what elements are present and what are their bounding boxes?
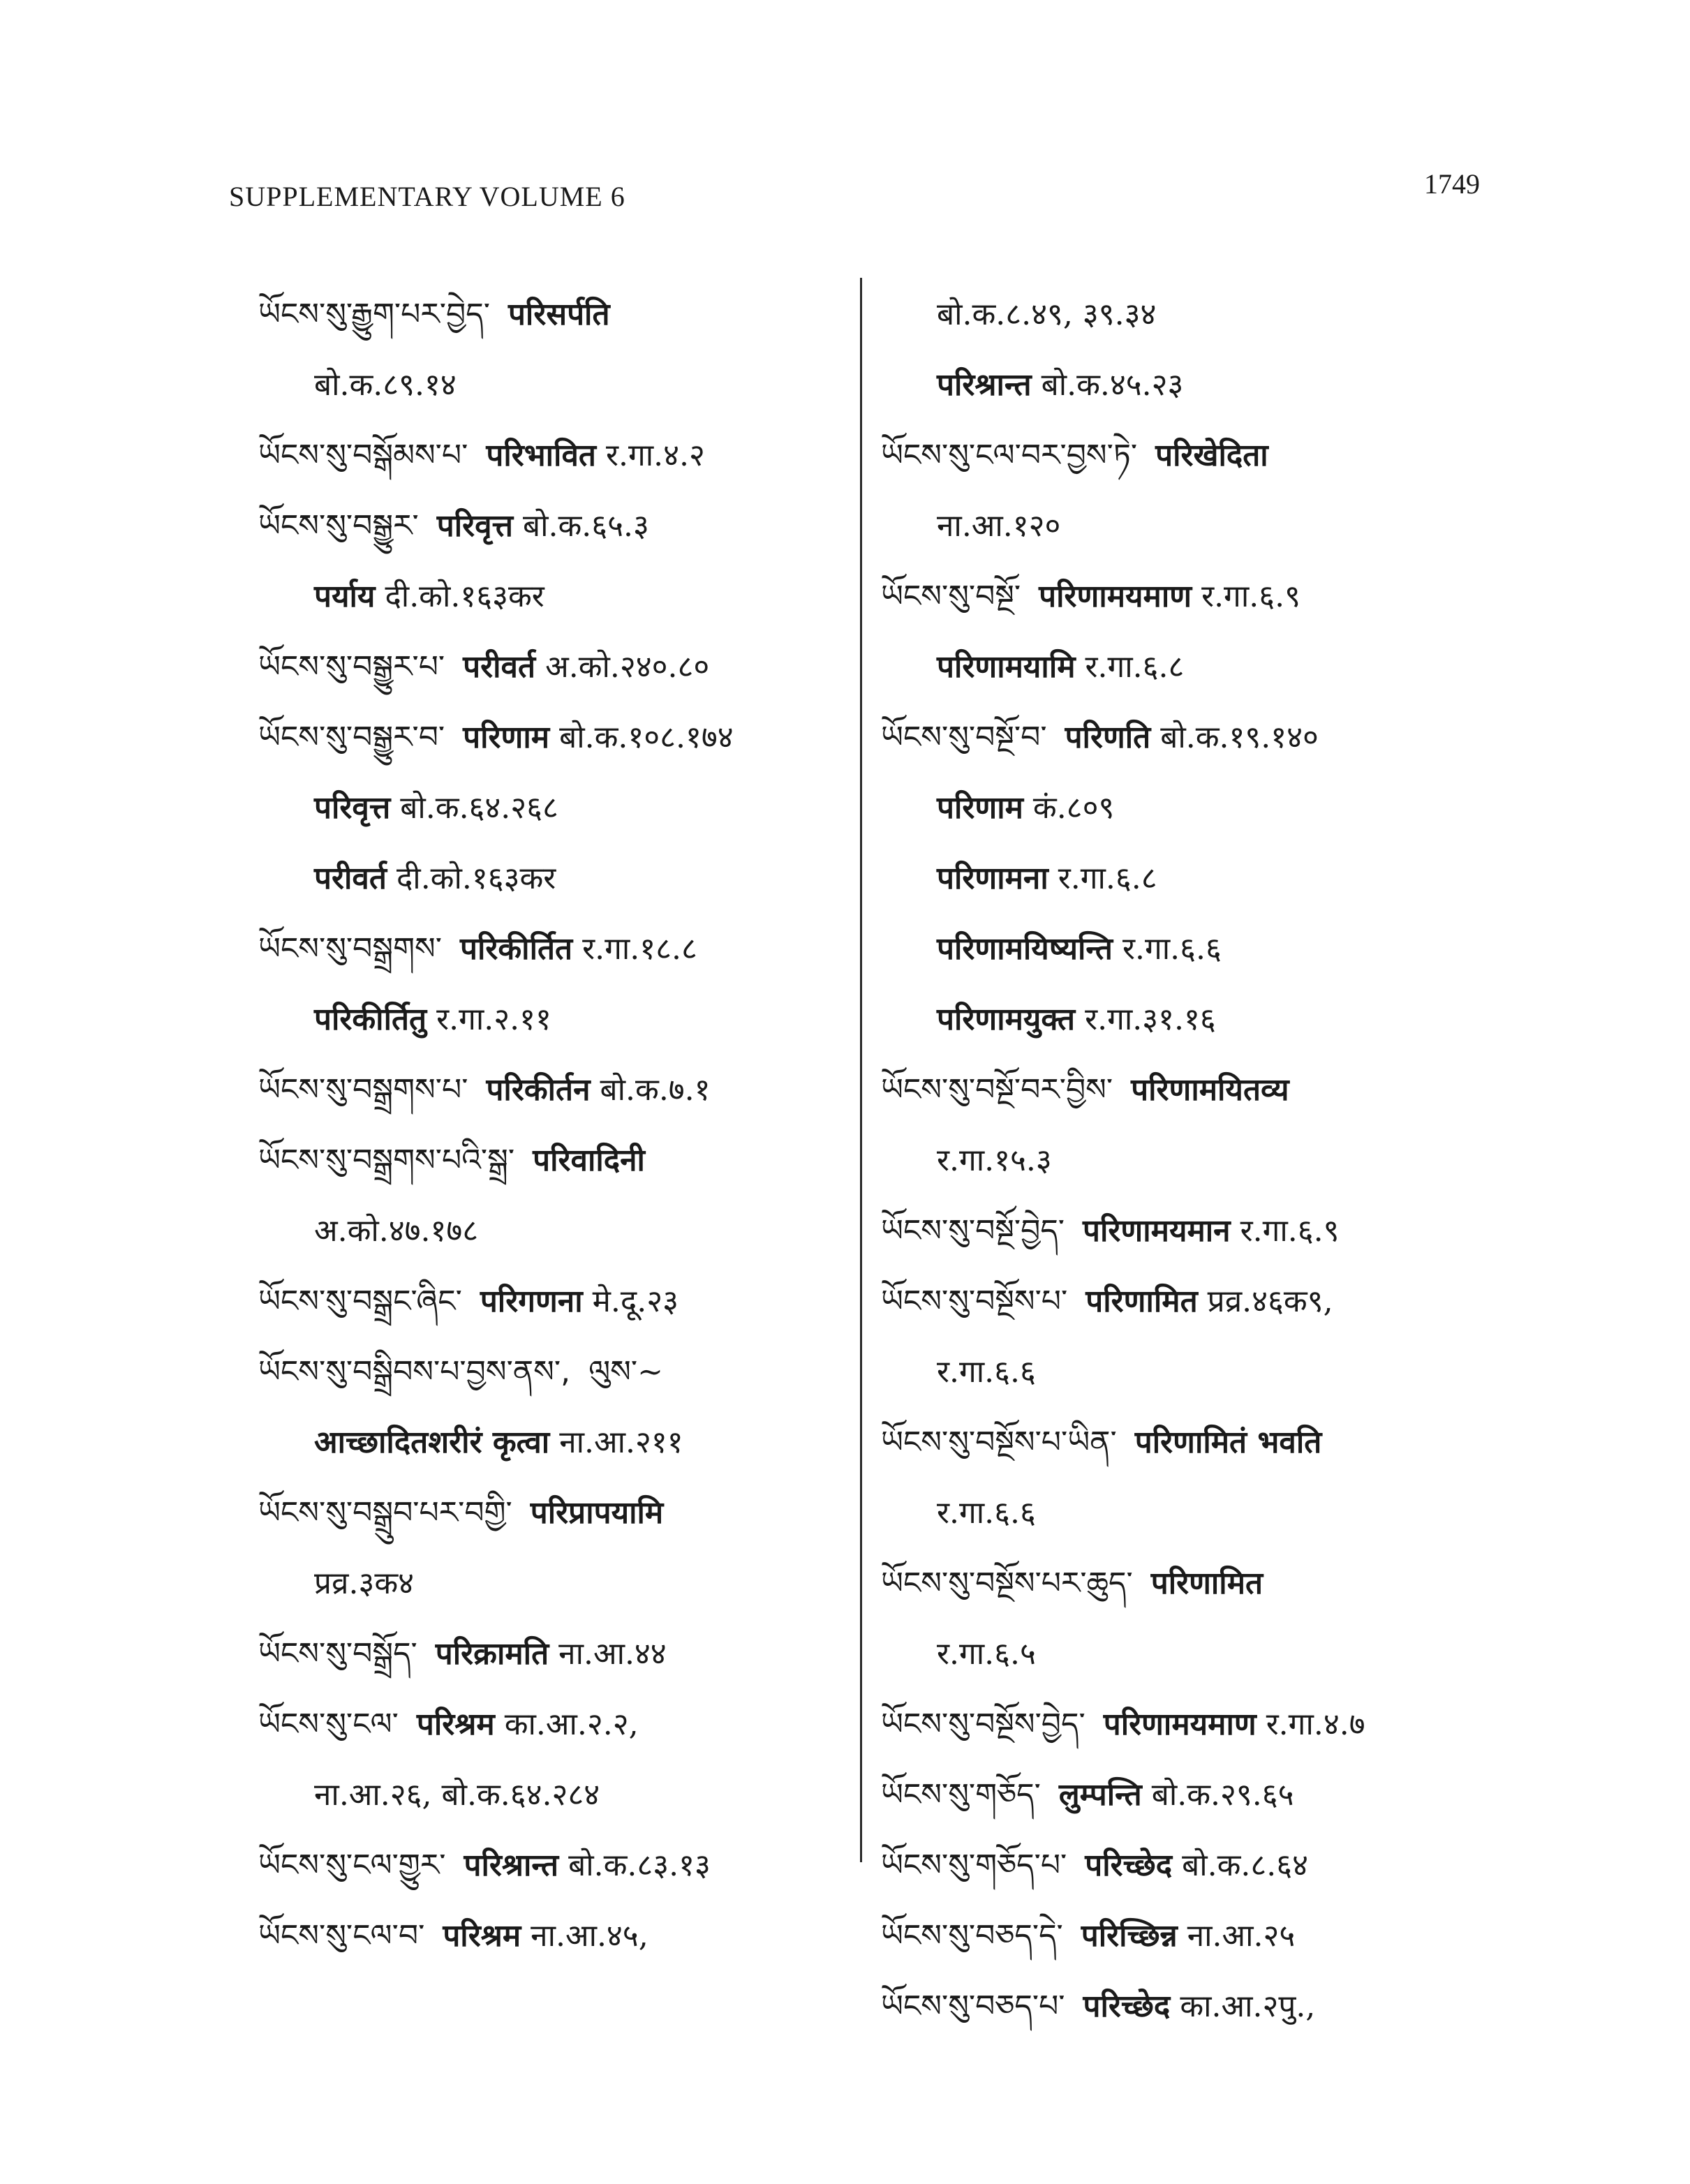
tibetan-headword: ཡོངས་སུ་བསྒྲུབ་པར་བགྱི་	[258, 1495, 512, 1531]
source-reference: र.गा.६.९	[1201, 579, 1300, 614]
entry-line	[258, 702, 845, 773]
sanskrit-equivalent: परिक्रामति	[435, 1636, 549, 1672]
entry-line	[258, 843, 845, 914]
entry-line	[258, 561, 845, 632]
source-reference: मे.दू.२३	[592, 1284, 679, 1319]
sanskrit-equivalent: परिणामितं भवति	[1134, 1425, 1322, 1460]
entry-line	[881, 1689, 1495, 1760]
source-reference: बो.क.२९.६५	[1151, 1777, 1294, 1813]
sanskrit-equivalent: परिणामयमाण	[1103, 1707, 1257, 1742]
sanskrit-equivalent: परिणामयमाण	[1039, 579, 1192, 614]
tibetan-headword: ཡོངས་སུ་བསྔོས་བྱེད་	[881, 1707, 1085, 1742]
sanskrit-equivalent: परिणामित	[1150, 1566, 1263, 1601]
tibetan-headword: ཡོངས་སུ་བསྔོ་བར་བྱིས་	[881, 1072, 1113, 1108]
entry-line	[258, 1548, 845, 1619]
entry-line	[258, 1478, 845, 1548]
source-reference: प्रव्र.४६क९,	[1207, 1284, 1333, 1319]
entry-line	[881, 420, 1495, 491]
source-reference: का.आ.२.२,	[504, 1707, 639, 1742]
sanskrit-equivalent: परिणाम	[463, 720, 550, 755]
source-reference: र.गा.३१.१६	[1085, 1002, 1216, 1037]
left-column	[258, 279, 845, 1971]
source-reference: बो.क.८.६४	[1182, 1848, 1309, 1883]
source-reference: र.गा.६.६	[937, 1354, 1036, 1390]
tibetan-headword: ཡོངས་སུ་བསྒྲགས་པ་	[258, 1072, 468, 1108]
sanskrit-equivalent: परिश्रान्त	[464, 1848, 559, 1883]
source-reference: र.गा.६.८	[1058, 861, 1157, 896]
tibetan-headword: ཡོངས་སུ་ངལ་	[258, 1707, 399, 1742]
entry-line	[258, 1830, 845, 1901]
entry-line	[881, 1971, 1495, 2042]
sanskrit-equivalent: परिणामयिष्यन्ति	[937, 931, 1113, 967]
source-reference: ना.आ.१२०	[937, 508, 1061, 544]
sanskrit-equivalent: परीवर्त	[314, 861, 387, 896]
sanskrit-equivalent: परिभावित	[486, 438, 596, 473]
entry-line	[258, 632, 845, 702]
running-title: SUPPLEMENTARY VOLUME 6	[229, 181, 625, 212]
source-reference: र.गा.६.९	[1240, 1213, 1340, 1249]
source-reference: ना.आ.४५,	[531, 1918, 648, 1954]
tibetan-headword: ཡོངས་སུ་རྒྱུག་པར་བྱེད་	[258, 297, 490, 332]
source-reference: र.गा.१८.८	[582, 931, 697, 967]
tibetan-headword: ཡོངས་སུ་བསྔོ་བ་	[881, 720, 1047, 755]
source-reference: दी.को.१६३कर	[385, 579, 544, 614]
sanskrit-equivalent: परिकीर्तन	[486, 1072, 591, 1108]
source-reference: दी.को.१६३कर	[396, 861, 556, 896]
tibetan-headword: ཡོངས་སུ་ངལ་བ་	[258, 1918, 425, 1954]
tibetan-headword: ཡོངས་སུ་བསྒྲགས་པའི་སྒྲ་	[258, 1143, 515, 1178]
tibetan-headword: ཡོངས་སུ་བཅད་པ་	[881, 1989, 1065, 2024]
tibetan-headword: ཡོངས་སུ་བསྒོམས་པ་	[258, 438, 468, 473]
entry-line	[881, 350, 1495, 420]
entry-line	[881, 1125, 1495, 1196]
entry-line	[881, 1478, 1495, 1548]
source-reference: बो.क.७.१	[600, 1072, 711, 1108]
entry-line	[881, 1619, 1495, 1689]
source-reference: बो.क.६४.२६८	[400, 790, 558, 826]
entry-line	[258, 279, 845, 350]
source-reference: ना.आ.२६, बो.क.६४.२८४	[314, 1777, 600, 1813]
page-number: 1749	[1424, 168, 1480, 200]
tibetan-headword: ཡོངས་སུ་གཅོད་	[881, 1777, 1041, 1813]
sanskrit-equivalent: लुम्पन्ति	[1058, 1777, 1142, 1813]
tibetan-headword: ཡོངས་སུ་བསྔོས་པར་ཆུད་	[881, 1566, 1133, 1601]
sanskrit-equivalent: परिच्छेद	[1083, 1989, 1171, 2024]
sanskrit-equivalent: परिवृत्त	[314, 790, 391, 826]
tibetan-headword: ཡོངས་སུ་བསྒྱུར་	[258, 508, 419, 544]
sanskrit-equivalent: परिणाम	[937, 790, 1023, 826]
entry-line	[881, 1196, 1495, 1266]
source-reference: कं.८०९	[1032, 790, 1115, 826]
tibetan-headword: ཡོངས་སུ་བསྒྲིབས་པ་བྱས་ནས་,	[258, 1354, 571, 1390]
sanskrit-equivalent: परिणामयुक्त	[937, 1002, 1076, 1037]
source-reference: का.आ.२पु.,	[1180, 1989, 1316, 2024]
source-reference: र.गा.१५.३	[937, 1143, 1052, 1178]
entry-line	[881, 1548, 1495, 1619]
right-column	[881, 279, 1495, 2042]
source-reference: अ.को.४७.१७८	[314, 1213, 479, 1249]
entry-line	[258, 1055, 845, 1125]
sanskrit-equivalent: परिणामयितव्य	[1131, 1072, 1289, 1108]
sanskrit-equivalent: परीवर्त	[463, 649, 536, 685]
sanskrit-equivalent: परिणामना	[937, 861, 1048, 896]
column-divider	[860, 278, 862, 1862]
tibetan-headword: ཡོངས་སུ་བསྒྱུར་བ་	[258, 720, 445, 755]
source-reference: बो.क.८९.१४	[314, 367, 457, 403]
entry-line	[258, 1689, 845, 1760]
sanskrit-equivalent: परिखेदिता	[1155, 438, 1268, 473]
source-reference: बो.क.१०८.१७४	[559, 720, 734, 755]
source-reference: र.गा.६.५	[937, 1636, 1036, 1672]
source-reference: ना.आ.२११	[559, 1425, 683, 1460]
entry-line	[881, 491, 1495, 561]
sanskrit-equivalent: परिच्छिन्न	[1081, 1918, 1178, 1954]
tibetan-headword: ཡོངས་སུ་བསྔོས་པ་	[881, 1284, 1068, 1319]
entry-line	[258, 1196, 845, 1266]
sanskrit-equivalent: परिश्रम	[416, 1707, 495, 1742]
entry-line	[258, 773, 845, 843]
sanskrit-equivalent: परिकीर्तित	[460, 931, 573, 967]
source-reference: ལུས་~	[588, 1354, 663, 1390]
tibetan-headword: ཡོངས་སུ་བསྒྲང་ཞིང་	[258, 1284, 462, 1319]
entry-line	[258, 1901, 845, 1971]
source-reference: र.गा.६.६	[937, 1495, 1036, 1531]
entry-line	[881, 702, 1495, 773]
entry-line	[881, 632, 1495, 702]
source-reference: अ.को.२४०.८०	[545, 649, 710, 685]
sanskrit-equivalent: परिच्छेद	[1085, 1848, 1173, 1883]
sanskrit-equivalent: परिश्रान्त	[937, 367, 1032, 403]
entry-line	[258, 1619, 845, 1689]
entry-line	[881, 561, 1495, 632]
sanskrit-equivalent: परिणामयामि	[937, 649, 1076, 685]
entry-line	[881, 773, 1495, 843]
source-reference: बो.क.८३.१३	[568, 1848, 711, 1883]
sanskrit-equivalent: परिणामयमान	[1083, 1213, 1231, 1249]
entry-line	[881, 1901, 1495, 1971]
entry-line	[258, 1407, 845, 1478]
source-reference: र.गा.२.११	[436, 1002, 551, 1037]
entry-line	[881, 984, 1495, 1055]
entry-line	[258, 1337, 845, 1407]
source-reference: र.गा.४.७	[1266, 1707, 1365, 1742]
entry-line	[258, 914, 845, 984]
tibetan-headword: ཡོངས་སུ་བཅད་དེ་	[881, 1918, 1063, 1954]
entry-line	[258, 1266, 845, 1337]
entry-line	[881, 1830, 1495, 1901]
source-reference: बो.क.४५.२३	[1041, 367, 1184, 403]
entry-line	[258, 350, 845, 420]
entry-line	[258, 491, 845, 561]
source-reference: बो.क.१९.१४०	[1160, 720, 1319, 755]
sanskrit-equivalent: परिणामित	[1085, 1284, 1198, 1319]
entry-line	[881, 1337, 1495, 1407]
entry-line	[258, 984, 845, 1055]
entry-line	[881, 1266, 1495, 1337]
sanskrit-equivalent: आच्छादितशरीरं कृत्वा	[314, 1425, 550, 1460]
source-reference: ना.आ.२५	[1187, 1918, 1296, 1954]
tibetan-headword: ཡོངས་སུ་བསྒྲོད་	[258, 1636, 417, 1672]
entry-line	[881, 843, 1495, 914]
tibetan-headword: ཡོངས་སུ་བསྒྲགས་	[258, 931, 442, 967]
sanskrit-equivalent: परिवादिनी	[533, 1143, 645, 1178]
sanskrit-equivalent: परिसर्पति	[507, 297, 610, 332]
sanskrit-equivalent: परिवृत्त	[436, 508, 513, 544]
sanskrit-equivalent: परिकीर्तितु	[314, 1002, 427, 1037]
entry-line	[881, 1055, 1495, 1125]
sanskrit-equivalent: परिश्रम	[443, 1918, 521, 1954]
tibetan-headword: ཡོངས་སུ་ངལ་གྱུར་	[258, 1848, 446, 1883]
source-reference: र.गा.६.६	[1122, 931, 1222, 967]
sanskrit-equivalent: पर्याय	[314, 579, 376, 614]
tibetan-headword: ཡོངས་སུ་གཅོད་པ་	[881, 1848, 1067, 1883]
entry-line	[881, 279, 1495, 350]
source-reference: प्रव्र.३क४	[314, 1566, 415, 1601]
source-reference: ना.आ.४४	[558, 1636, 667, 1672]
source-reference: र.गा.४.२	[606, 438, 705, 473]
sanskrit-equivalent: परिणति	[1065, 720, 1151, 755]
tibetan-headword: ཡོངས་སུ་བསྔོ་	[881, 579, 1021, 614]
source-reference: र.गा.६.८	[1085, 649, 1185, 685]
source-reference: बो.क.८.४९, ३९.३४	[937, 297, 1157, 332]
entry-line	[258, 1760, 845, 1830]
entry-line	[258, 420, 845, 491]
sanskrit-equivalent: परिगणना	[480, 1284, 583, 1319]
entry-line	[881, 1760, 1495, 1830]
entry-line	[881, 914, 1495, 984]
tibetan-headword: ཡོངས་སུ་ངལ་བར་བྱས་ཏེ་	[881, 438, 1138, 473]
tibetan-headword: ཡོངས་སུ་བསྔོ་བྱེད་	[881, 1213, 1065, 1249]
entry-line	[258, 1125, 845, 1196]
source-reference: बो.क.६५.३	[523, 508, 649, 544]
entry-line	[881, 1407, 1495, 1478]
tibetan-headword: ཡོངས་སུ་བསྒྱུར་པ་	[258, 649, 445, 685]
tibetan-headword: ཡོངས་སུ་བསྔོས་པ་ཡིན་	[881, 1425, 1117, 1460]
sanskrit-equivalent: परिप्रापयामि	[530, 1495, 664, 1531]
